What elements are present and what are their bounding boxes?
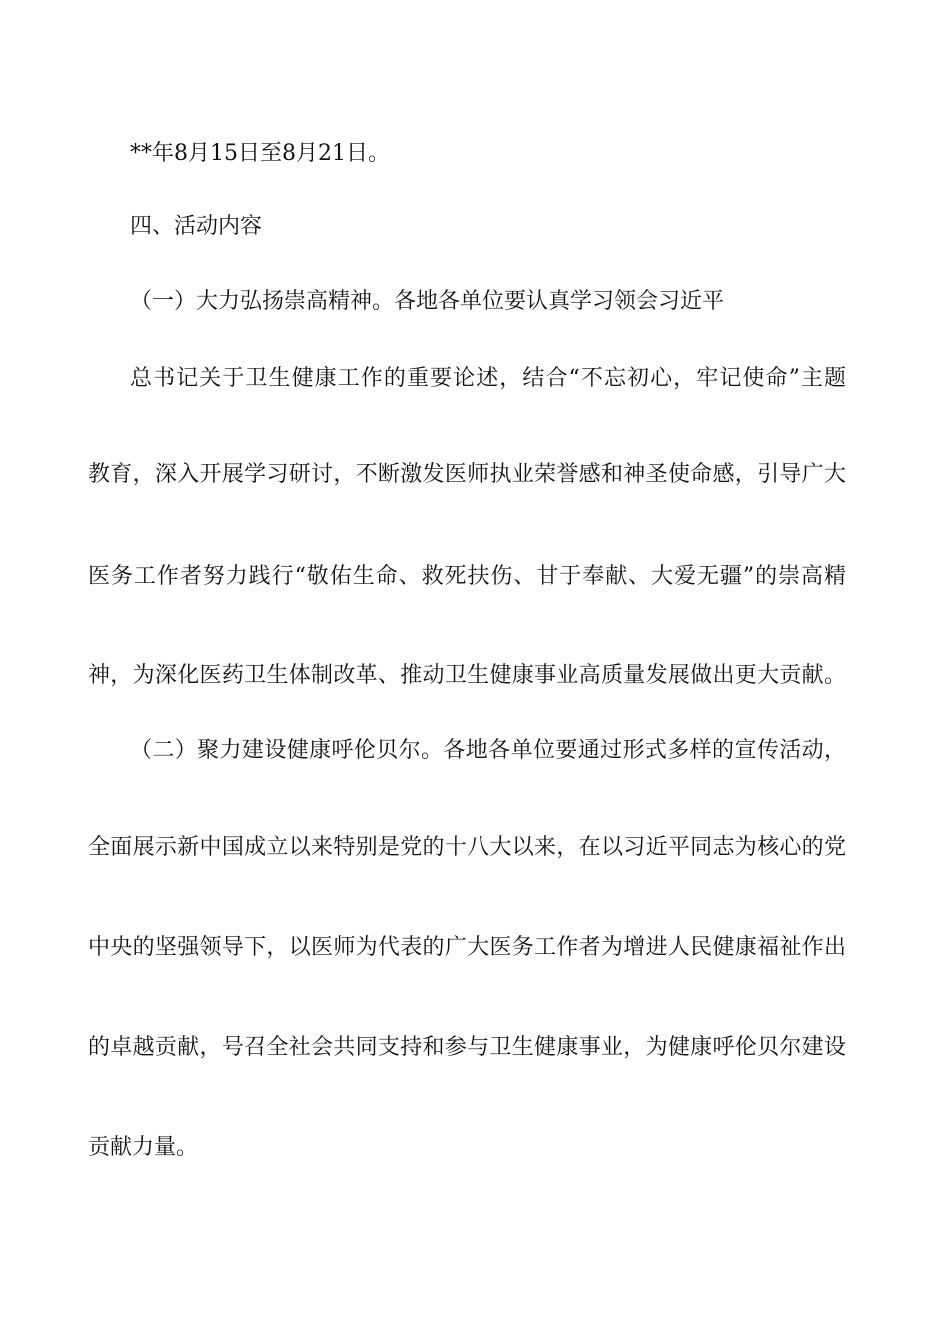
subsection-heading-1: （一）大力弘扬崇高精神。各地各单位要认真学习领会习近平 — [130, 289, 725, 314]
paragraph-2-line-1: 全面展示新中国成立以来特别是党的十八大以来，在以习近平同志为核心的党 — [88, 835, 846, 860]
paragraph-1-line-2: 教育，深入开展学习研讨，不断激发医师执业荣誉感和神圣使命感，引导广大 — [88, 462, 846, 487]
paragraph-1-line-4: 神，为深化医药卫生体制改革、推动卫生健康事业高质量发展做出更大贡献。 — [88, 663, 846, 688]
paragraph-1-line-3: 医务工作者努力践行“敬佑生命、救死扶伤、甘于奉献、大爱无疆”的崇高精 — [88, 564, 846, 589]
section-heading-activity-content: 四、活动内容 — [130, 214, 263, 239]
paragraph-2-line-4: 贡献力量。 — [88, 1135, 199, 1160]
paragraph-1-line-1: 总书记关于卫生健康工作的重要论述，结合“不忘初心，牢记使命”主题 — [130, 366, 846, 391]
paragraph-2-line-3: 的卓越贡献，号召全社会共同支持和参与卫生健康事业，为健康呼伦贝尔建设 — [88, 1035, 846, 1060]
paragraph-2-line-2: 中央的坚强领导下，以医师为代表的广大医务工作者为增进人民健康福祉作出 — [88, 935, 846, 960]
date-range-line: **年8月15日至8月21日。 — [130, 141, 390, 166]
subsection-heading-2: （二）聚力建设健康呼伦贝尔。各地各单位要通过形式多样的宣传活动， — [130, 738, 846, 763]
